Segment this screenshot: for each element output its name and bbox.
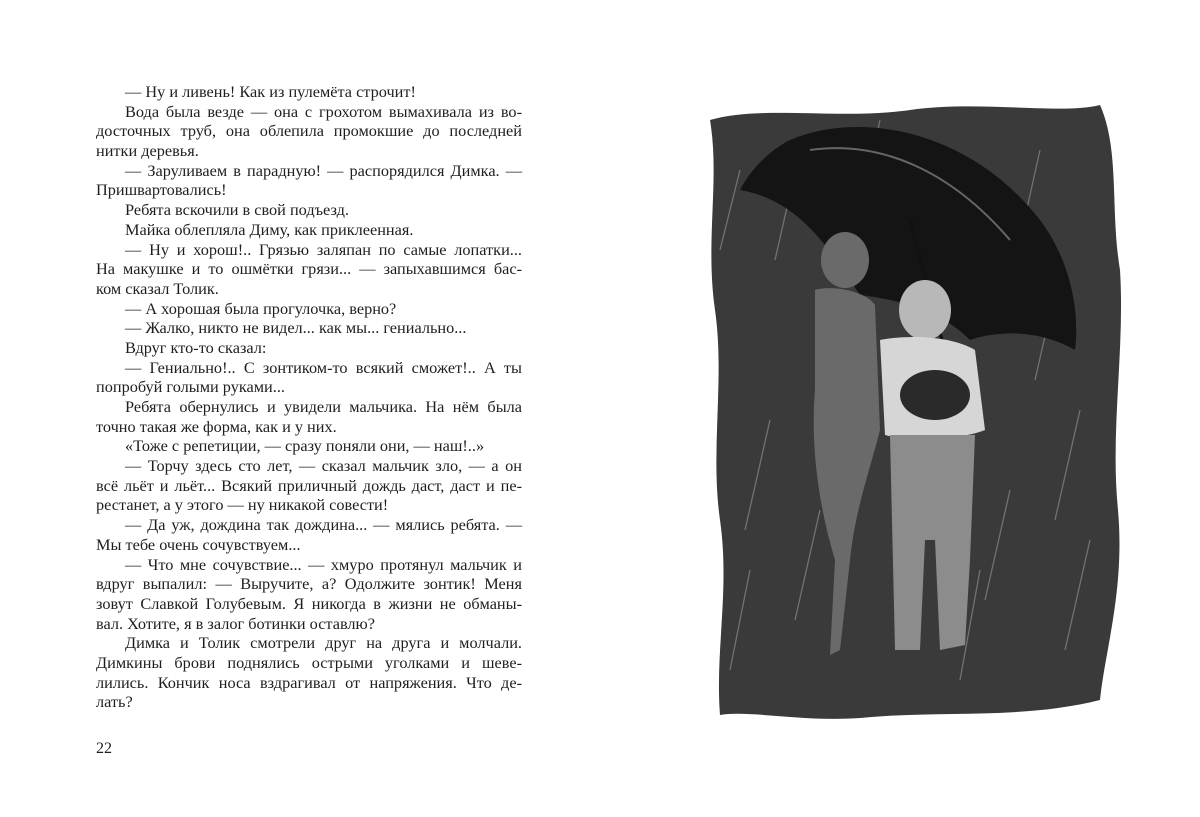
- text-line: Пришвартовались!: [96, 180, 227, 200]
- paragraph: [96, 358, 522, 397]
- paragraph: [96, 515, 522, 554]
- paragraph: [96, 456, 522, 515]
- paragraph: [96, 299, 522, 319]
- text-line: нитки деревья.: [96, 141, 199, 161]
- text-line: — Да уж, дождина так дождина... — мялись ребята. —: [125, 515, 522, 535]
- text-line: Ребята вскочили в свой подъезд.: [125, 200, 349, 220]
- paragraph: [96, 102, 522, 161]
- illustration-boys-under-umbrella-in-rain: [680, 90, 1130, 730]
- text-line: Мы тебе очень сочувствуем...: [96, 534, 301, 554]
- text-line: На макушке и то ошмётки грязи... — запыхавшимся бас-: [96, 259, 522, 279]
- text-line: Димка и Толик смотрели друг на друга и молчали.: [125, 633, 522, 653]
- paragraph: [96, 633, 522, 712]
- text-line: вал. Хотите, я в залог ботинки оставлю?: [96, 613, 375, 633]
- text-line: вдруг выпалил: — Выручите, а? Одолжите зонтик! Меня: [96, 574, 522, 594]
- text-line: Вода была везде — она с грохотом вымахивала из во-: [125, 101, 522, 121]
- text-line: Ребята обернулись и увидели мальчика. На нём была: [125, 397, 522, 416]
- paragraph: [96, 200, 522, 220]
- paragraph: [96, 318, 522, 338]
- paragraph: [96, 82, 522, 102]
- text-line: лились. Кончик носа вздрагивал от напряжения. Что де-: [96, 672, 522, 692]
- text-line: — Ну и хорош!.. Грязью заляпан по самые лопатки...: [125, 239, 522, 259]
- paragraph: [96, 220, 522, 240]
- text-line: — Ну и ливень! Как из пулемёта строчит!: [125, 82, 416, 101]
- paragraph: [96, 436, 522, 456]
- text-line: Майка облепляла Диму, как приклеенная.: [125, 219, 414, 239]
- text-line: — Заруливаем в парадную! — распорядился Димка. —: [125, 160, 522, 180]
- text-line: лать?: [96, 692, 133, 712]
- text-line: зовут Славкой Голубевым. Я никогда в жизни не обманы-: [96, 593, 522, 613]
- text-line: досточных труб, она облепила промокшие до последней: [96, 121, 522, 141]
- text-line: «Тоже с репетиции, — сразу поняли они, — наш!..»: [125, 436, 485, 456]
- text-line: — А хорошая была прогулочка, верно?: [125, 298, 397, 318]
- paragraph: [96, 161, 522, 200]
- text-line: всё льёт и льёт... Всякий приличный дождь даст, даст и пе-: [96, 475, 522, 495]
- text-line: Вдруг кто-то сказал:: [125, 337, 267, 357]
- text-line: — Гениально!.. С зонтиком-то всякий сможет!.. А ты: [125, 357, 522, 377]
- body-text: [96, 82, 522, 712]
- text-line: Димкины брови поднялись острыми уголками и шеве-: [96, 652, 522, 672]
- paragraph: [96, 555, 522, 634]
- text-line: точно такая же форма, как и у них.: [96, 416, 337, 436]
- paragraph: [96, 338, 522, 358]
- text-line: ком сказал Толик.: [96, 278, 219, 298]
- paragraph: [96, 240, 522, 299]
- text-line: — Торчу здесь сто лет, — сказал мальчик зло, — а он: [125, 456, 522, 476]
- text-line: — Жалко, никто не видел... как мы... гениально...: [125, 318, 467, 338]
- text-line: — Что мне сочувствие... — хмуро протянул мальчик и: [125, 554, 522, 574]
- paragraph: [96, 397, 522, 436]
- text-line: попробуй голыми руками...: [96, 377, 285, 397]
- text-line: рестанет, а у этого — ну никакой совести!: [96, 495, 389, 515]
- page-number: 22: [96, 740, 112, 757]
